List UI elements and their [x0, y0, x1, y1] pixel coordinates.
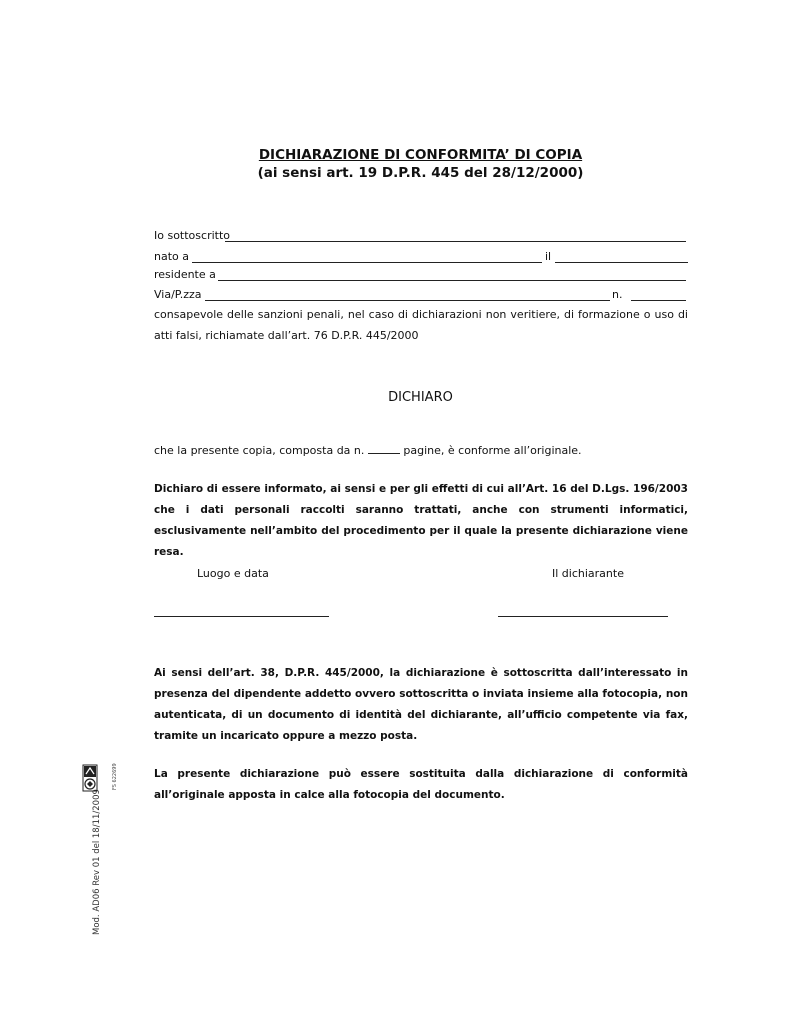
document-title: DICHIARAZIONE DI CONFORMITA’ DI COPIA — [258, 147, 583, 163]
copia-prefix: che la presente copia, composta da n. — [154, 444, 365, 457]
data-nascita-field[interactable] — [555, 262, 688, 263]
firma-field[interactable] — [498, 616, 668, 617]
luogo-data-label: Luogo e data — [197, 567, 269, 580]
residente-field[interactable] — [218, 280, 686, 281]
copia-suffix: pagine, è conforme all’originale. — [403, 444, 582, 457]
numero-field[interactable] — [631, 300, 686, 301]
certification-logo — [82, 764, 104, 792]
sottoscritto-field[interactable] — [225, 241, 686, 242]
logo-caption: FS 622699 — [112, 763, 118, 790]
residente-label: residente a — [154, 268, 216, 281]
nato-field[interactable] — [192, 262, 542, 263]
substitution-note: La presente dichiarazione può essere sostituita dalla dichiarazione di conformità all’originale apposta in calce alla fotocopia del documento. — [154, 768, 688, 801]
dichiarante-label: Il dichiarante — [552, 567, 624, 580]
consapevole-text: consapevole delle sanzioni penali, nel caso di dichiarazioni non veritiere, di formazione o uso di atti falsi, richiamate dall’art. 76 D.P.R. 445/2000 — [154, 308, 688, 342]
via-field[interactable] — [205, 300, 610, 301]
nato-label: nato a — [154, 250, 189, 263]
il-label: il — [545, 250, 552, 263]
luogo-data-field[interactable] — [154, 616, 329, 617]
form-code-label: Mod. AD06 Rev 01 del 18/11/2009 — [92, 789, 102, 935]
privacy-text: Dichiaro di essere informato, ai sensi e per gli effetti di cui all’Art. 16 del D.Lgs. 196/2003 che i dati personali raccolti saranno trattati, anche con strumenti informatici, esclusivamente nell’ambito del procedimento per il quale la presente dichiarazione viene resa. — [154, 483, 688, 558]
numero-label: n. — [612, 288, 623, 301]
dichiaro-heading: DICHIARO — [388, 390, 453, 405]
pagine-field[interactable] — [368, 444, 400, 454]
document-subtitle: (ai sensi art. 19 D.P.R. 445 del 28/12/2000) — [257, 165, 584, 181]
via-label: Via/P.zza — [154, 288, 202, 301]
certification-icon — [82, 764, 104, 792]
legal-note: Ai sensi dell’art. 38, D.P.R. 445/2000, la dichiarazione è sottoscritta dall’interessato in presenza del dipendente addetto ovvero sottoscritta o inviata insieme alla fotocopia, non autenticata, di un documento di identità del dichiarante, all’ufficio competente via fax, tramite un incaricato oppure a mezzo posta. — [154, 667, 688, 742]
sottoscritto-label: Io sottoscritto — [154, 229, 231, 242]
copia-statement — [154, 444, 582, 457]
